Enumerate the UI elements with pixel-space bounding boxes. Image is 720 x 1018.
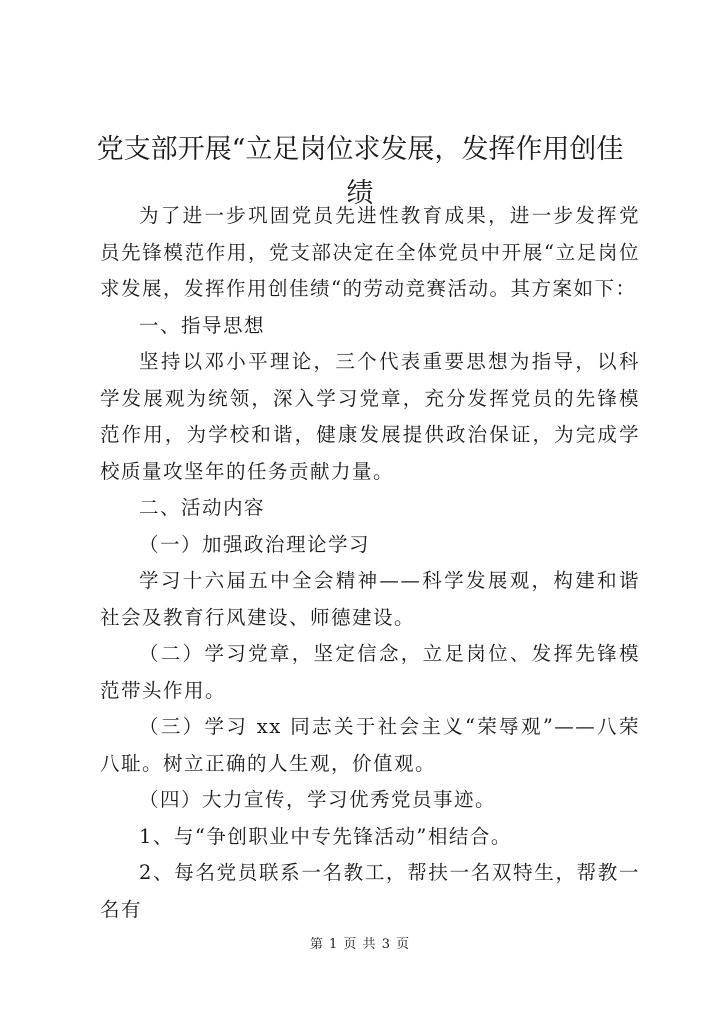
title-line-2: 绩 [346, 178, 374, 209]
title-line-1: 党支部开展“立足岗位求发展，发挥作用创佳 [96, 134, 624, 165]
paragraph-publicity: （四）大力宣传，学习优秀党员事迹。 [139, 788, 497, 811]
list-item-2: 2、每名党员联系一名教工，帮扶一名双特生，帮教一名有 [100, 861, 640, 921]
list-item-1: 1、与“争创职业中专先锋活动”相结合。 [139, 824, 512, 848]
paragraph-political-theory: 学习十六届五中全会精神——科学发展观，构建和谐社会及教育行风建设、师德建设。 [100, 569, 640, 629]
paragraph-intro: 为了进一步巩固党员先进性教育成果，进一步发挥党员先锋模范作用，党支部决定在全体党员中开展“立足岗位求发展，发挥作用创佳绩“的劳动竞赛活动。其方案如下： [100, 204, 640, 300]
heading-activity-content: 二、活动内容 [139, 496, 266, 519]
paragraph-honor-view: （三）学习 xx 同志关于社会主义“荣辱观”——八荣八耻。树立正确的人生观，价值观。 [100, 715, 640, 775]
subheading-political-theory: （一）加强政治理论学习 [139, 532, 371, 556]
page-number-footer: 第 1 页 共 3 页 [309, 937, 411, 952]
heading-guiding-thought: 一、指导思想 [139, 313, 266, 337]
paragraph-party-constitution: （二）学习党章，坚定信念，立足岗位、发挥先锋模范带头作用。 [100, 642, 640, 702]
paragraph-guiding-thought: 坚持以邓小平理论，三个代表重要思想为指导，以科学发展观为统领，深入学习党章，充分发挥党员的先锋模范作用，为学校和谐，健康发展提供政治保证，为完成学校质量攻坚年的任务贡献力量。 [100, 350, 640, 483]
document-body [100, 198, 640, 928]
